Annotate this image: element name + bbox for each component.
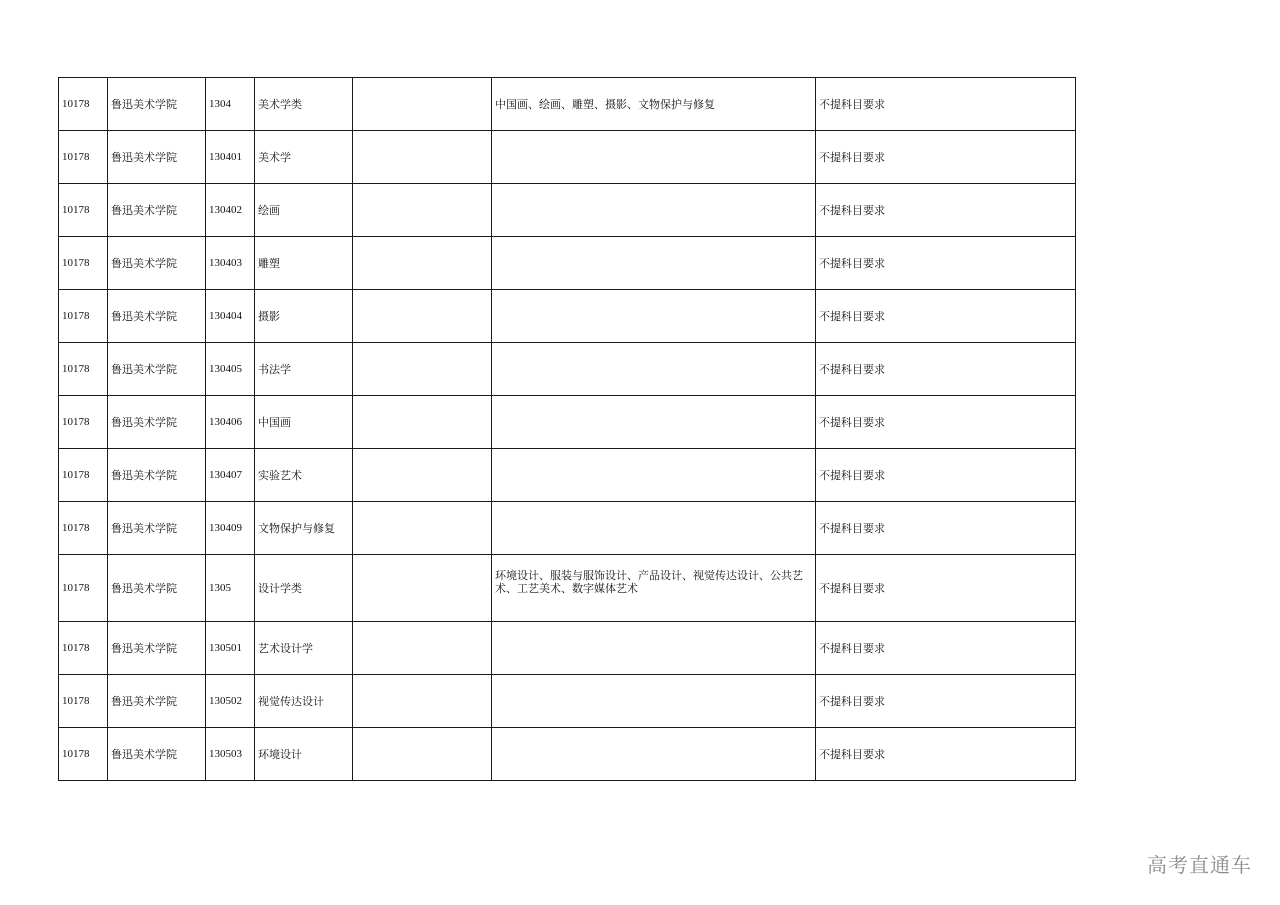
major-name-cell: 雕塑 <box>255 237 353 290</box>
major-code-cell: 130406 <box>206 396 255 449</box>
subject-requirement-cell: 不提科目要求 <box>816 675 1076 728</box>
major-name-cell: 设计学类 <box>255 555 353 622</box>
subject-requirement-cell: 不提科目要求 <box>816 622 1076 675</box>
major-code-cell: 130502 <box>206 675 255 728</box>
major-name-cell: 书法学 <box>255 343 353 396</box>
note-cell <box>353 237 492 290</box>
subject-requirement-cell: 不提科目要求 <box>816 131 1076 184</box>
school-name-cell: 鲁迅美术学院 <box>108 131 206 184</box>
school-code-cell: 10178 <box>59 290 108 343</box>
major-name-cell: 视觉传达设计 <box>255 675 353 728</box>
school-name-cell: 鲁迅美术学院 <box>108 728 206 781</box>
included-majors-cell: 环境设计、服装与服饰设计、产品设计、视觉传达设计、公共艺术、工艺美术、数字媒体艺术 <box>492 555 816 622</box>
school-code-cell: 10178 <box>59 184 108 237</box>
note-cell <box>353 131 492 184</box>
included-majors-cell <box>492 184 816 237</box>
table-row <box>59 396 1076 449</box>
included-majors-cell <box>492 237 816 290</box>
subject-requirement-cell: 不提科目要求 <box>816 237 1076 290</box>
included-majors-cell <box>492 449 816 502</box>
major-code-cell: 130404 <box>206 290 255 343</box>
major-name-cell: 艺术设计学 <box>255 622 353 675</box>
included-majors-cell <box>492 622 816 675</box>
school-code-cell: 10178 <box>59 728 108 781</box>
subject-requirement-cell: 不提科目要求 <box>816 290 1076 343</box>
major-code-cell: 130409 <box>206 502 255 555</box>
included-majors-cell: 中国画、绘画、雕塑、摄影、文物保护与修复 <box>492 78 816 131</box>
subject-requirement-cell: 不提科目要求 <box>816 396 1076 449</box>
included-majors-cell <box>492 396 816 449</box>
table-row <box>59 237 1076 290</box>
majors-table <box>58 77 1076 781</box>
note-cell <box>353 728 492 781</box>
included-majors-cell <box>492 290 816 343</box>
major-name-cell: 绘画 <box>255 184 353 237</box>
note-cell <box>353 502 492 555</box>
note-cell <box>353 78 492 131</box>
included-majors-cell <box>492 502 816 555</box>
major-name-cell: 中国画 <box>255 396 353 449</box>
major-code-cell: 130402 <box>206 184 255 237</box>
table-row <box>59 555 1076 622</box>
watermark-text: 高考直通车 <box>1147 853 1252 877</box>
table-row <box>59 675 1076 728</box>
note-cell <box>353 184 492 237</box>
school-name-cell: 鲁迅美术学院 <box>108 502 206 555</box>
major-code-cell: 130405 <box>206 343 255 396</box>
subject-requirement-cell: 不提科目要求 <box>816 728 1076 781</box>
subject-requirement-cell: 不提科目要求 <box>816 184 1076 237</box>
school-name-cell: 鲁迅美术学院 <box>108 622 206 675</box>
note-cell <box>353 622 492 675</box>
table-row <box>59 502 1076 555</box>
school-code-cell: 10178 <box>59 449 108 502</box>
major-code-cell: 130407 <box>206 449 255 502</box>
major-name-cell: 摄影 <box>255 290 353 343</box>
subject-requirement-cell: 不提科目要求 <box>816 449 1076 502</box>
table-row <box>59 78 1076 131</box>
note-cell <box>353 555 492 622</box>
school-code-cell: 10178 <box>59 131 108 184</box>
school-code-cell: 10178 <box>59 343 108 396</box>
major-name-cell: 实验艺术 <box>255 449 353 502</box>
major-name-cell: 环境设计 <box>255 728 353 781</box>
table-row <box>59 290 1076 343</box>
note-cell <box>353 449 492 502</box>
major-name-cell: 美术学 <box>255 131 353 184</box>
major-name-cell: 文物保护与修复 <box>255 502 353 555</box>
school-name-cell: 鲁迅美术学院 <box>108 78 206 131</box>
included-majors-cell <box>492 131 816 184</box>
note-cell <box>353 396 492 449</box>
note-cell <box>353 290 492 343</box>
table-body <box>59 78 1076 781</box>
school-code-cell: 10178 <box>59 622 108 675</box>
table-row <box>59 343 1076 396</box>
subject-requirement-cell: 不提科目要求 <box>816 343 1076 396</box>
school-name-cell: 鲁迅美术学院 <box>108 675 206 728</box>
note-cell <box>353 675 492 728</box>
major-code-cell: 130501 <box>206 622 255 675</box>
table-row <box>59 728 1076 781</box>
school-code-cell: 10178 <box>59 502 108 555</box>
school-code-cell: 10178 <box>59 396 108 449</box>
school-name-cell: 鲁迅美术学院 <box>108 449 206 502</box>
school-name-cell: 鲁迅美术学院 <box>108 184 206 237</box>
school-code-cell: 10178 <box>59 78 108 131</box>
included-majors-cell <box>492 675 816 728</box>
table-row <box>59 622 1076 675</box>
major-code-cell: 1305 <box>206 555 255 622</box>
school-code-cell: 10178 <box>59 555 108 622</box>
school-name-cell: 鲁迅美术学院 <box>108 396 206 449</box>
school-name-cell: 鲁迅美术学院 <box>108 343 206 396</box>
subject-requirement-cell: 不提科目要求 <box>816 502 1076 555</box>
major-code-cell: 130401 <box>206 131 255 184</box>
school-name-cell: 鲁迅美术学院 <box>108 555 206 622</box>
school-name-cell: 鲁迅美术学院 <box>108 290 206 343</box>
table-row <box>59 449 1076 502</box>
school-code-cell: 10178 <box>59 675 108 728</box>
subject-requirement-cell: 不提科目要求 <box>816 78 1076 131</box>
note-cell <box>353 343 492 396</box>
included-majors-cell <box>492 728 816 781</box>
major-name-cell: 美术学类 <box>255 78 353 131</box>
major-code-cell: 130503 <box>206 728 255 781</box>
school-name-cell: 鲁迅美术学院 <box>108 237 206 290</box>
school-code-cell: 10178 <box>59 237 108 290</box>
included-majors-cell <box>492 343 816 396</box>
subject-requirement-cell: 不提科目要求 <box>816 555 1076 622</box>
major-code-cell: 1304 <box>206 78 255 131</box>
table-row <box>59 131 1076 184</box>
major-code-cell: 130403 <box>206 237 255 290</box>
table-row <box>59 184 1076 237</box>
